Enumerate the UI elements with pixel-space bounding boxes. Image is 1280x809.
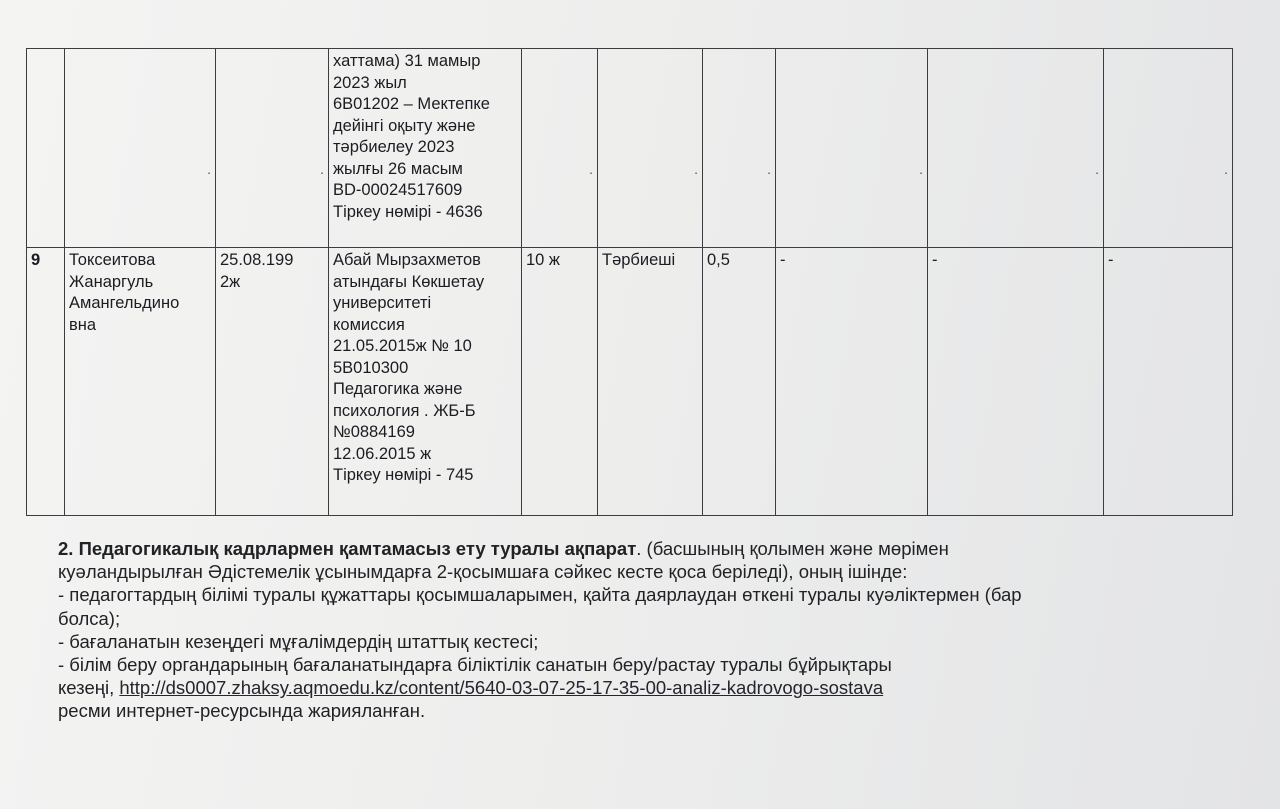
- dot-mark: .: [767, 161, 771, 177]
- cell-col8: -: [776, 248, 928, 516]
- edu-line: Тіркеу нөмірі - 745: [333, 466, 474, 484]
- cell-col10: [1104, 49, 1233, 248]
- cell-experience: 10 ж: [522, 248, 598, 516]
- cell-name: [65, 248, 216, 516]
- edu-line: Педагогика және: [333, 380, 463, 398]
- edu-line: жылғы 26 масым: [333, 159, 463, 178]
- staff-table: [26, 48, 1233, 516]
- edu-line: университеті: [333, 294, 432, 312]
- dot-mark: .: [320, 161, 324, 177]
- birth-line: 2ж: [220, 272, 241, 291]
- edu-line: психология . ЖБ-Б: [333, 401, 476, 420]
- name-line: Токсеитова: [69, 251, 156, 269]
- section-heading-line: [58, 537, 1228, 560]
- birth-line: 25.08.199: [220, 251, 294, 269]
- section-item: болса);: [58, 607, 121, 629]
- edu-line: BD-00024517609: [333, 181, 463, 199]
- row-number: 9: [31, 251, 41, 269]
- cell-education: [329, 49, 522, 248]
- section-item: ресми интернет-ресурсында жарияланған.: [58, 700, 426, 722]
- cell-rate: [703, 49, 776, 248]
- cell-col8: [776, 49, 928, 248]
- edu-line: дейінгі оқыту және: [333, 116, 476, 135]
- edu-line: 2023 жыл: [333, 73, 407, 92]
- edu-line: 12.06.2015 ж: [333, 444, 432, 463]
- section-item-link-line: [58, 676, 1228, 699]
- edu-line: Тіркеу нөмірі - 4636: [333, 202, 483, 221]
- table-row: [27, 49, 1233, 248]
- cell-col10: -: [1104, 248, 1233, 516]
- section-item: - педагогтардың білімі туралы құжаттары қосымшаларымен, қайта даярлаудан өткені туралы куәліктермен (бар: [58, 584, 1022, 606]
- cell-birth: [216, 49, 329, 248]
- edu-line: тәрбиелеу 2023: [333, 138, 455, 156]
- section-heading: 2. Педагогикалық кадрлармен қамтамасыз ету туралы ақпарат: [58, 538, 637, 559]
- dot-mark: .: [1224, 161, 1228, 177]
- edu-line: атындағы Көкшетау: [333, 272, 485, 291]
- section-line: куәландырылған Әдістемелік ұсынымдарға 2-қосымшаға сәйкес кесте қоса беріледі), оның ішінде:: [58, 561, 908, 583]
- section-item: - білім беру органдарының бағаланатындарға біліктілік санатын беру/растау туралы бұйрықтары: [58, 654, 892, 676]
- cell-position: [598, 49, 703, 248]
- cell-number: [27, 248, 65, 516]
- cell-col9: [928, 49, 1104, 248]
- section-heading-rest: . (басшының қолымен және мөрімен: [636, 538, 949, 559]
- name-line: Жанаргуль: [69, 272, 154, 291]
- name-line: Амангельдино: [69, 294, 180, 312]
- cell-rate: 0,5: [703, 248, 776, 516]
- resource-link[interactable]: http://ds0007.zhaksy.aqmoedu.kz/content/5640-03-07-25-17-35-00-analiz-kadrovogo-sostava: [119, 677, 884, 699]
- edu-line: Абай Мырзахметов: [333, 251, 481, 269]
- edu-line: комиссия: [333, 315, 405, 334]
- dot-mark: .: [694, 161, 698, 177]
- edu-line: №0884169: [333, 423, 415, 441]
- section-item: - бағаланатын кезеңдегі мұғалімдердің штаттық кестесі;: [58, 630, 539, 652]
- cell-birth: [216, 248, 329, 516]
- edu-line: хаттама) 31 мамыр: [333, 52, 481, 70]
- dot-mark: .: [919, 161, 923, 177]
- section-2-text: [58, 537, 1228, 723]
- edu-line: 5В010300: [333, 358, 409, 377]
- name-line: вна: [69, 315, 97, 334]
- link-prefix: кезеңі,: [58, 677, 120, 699]
- edu-line: 21.05.2015ж № 10: [333, 337, 472, 355]
- cell-position: Тәрбиеші: [598, 248, 703, 516]
- dot-mark: .: [589, 161, 593, 177]
- cell-education: [329, 248, 522, 516]
- cell-number: [27, 49, 65, 248]
- cell-name: [65, 49, 216, 248]
- cell-col9: -: [928, 248, 1104, 516]
- dot-mark: .: [207, 161, 211, 177]
- edu-line: 6В01202 – Мектепке: [333, 95, 490, 113]
- cell-experience: [522, 49, 598, 248]
- dot-mark: .: [1095, 161, 1099, 177]
- table-row: [27, 248, 1233, 516]
